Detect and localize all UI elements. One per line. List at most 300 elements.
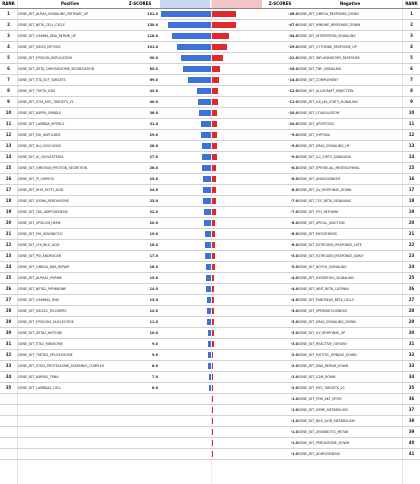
positive-value-cell: 25.0 <box>149 177 158 181</box>
rank-cell: 31 <box>5 341 12 346</box>
positive-name-cell: GENE_SET_PHI_XENOBIOTIC <box>18 232 63 236</box>
negative-name-cell: GENE_SET_ESTROGEN_RESPONSE_LATE <box>298 243 362 247</box>
positive-value-cell: 10.0 <box>149 331 158 335</box>
table-row <box>0 317 420 328</box>
negative-value-cell: -1.0 <box>290 452 298 456</box>
negative-name-cell: GENE_SET_MYC_TARGETS_V2 <box>298 386 345 390</box>
positive-bar <box>201 121 211 127</box>
positive-bar <box>203 187 211 193</box>
positive-name-cell: GENE_SET_PI_OXPHOS <box>18 177 54 181</box>
table-row <box>0 361 420 372</box>
positive-name-cell: GENE_SET_MU_UNFOLDED <box>18 133 61 137</box>
negative-bar <box>212 319 214 325</box>
positive-bar <box>207 297 211 303</box>
negative-name-cell: GENE_SET_UV_RESPONSE_DOWN <box>298 188 352 192</box>
rank-cell: 17 <box>5 187 12 192</box>
negative-bar <box>212 99 218 105</box>
negative-bar <box>212 385 213 391</box>
negative-value-cell: -1.0 <box>290 441 298 445</box>
positive-name-cell: GENE_SET_GAMMA_DNA_REPAIR_UP <box>18 34 76 38</box>
rank-right-cell: 39 <box>408 429 415 434</box>
rank-right-cell: 33 <box>408 363 415 368</box>
table-row <box>0 86 420 97</box>
positive-name-cell: GENE_SET_THETA2_SPLICEOSOME <box>18 353 73 357</box>
rank-cell <box>0 405 17 415</box>
positive-bar <box>209 374 211 380</box>
rank-right-cell: 28 <box>408 308 415 313</box>
rank-cell: 16 <box>5 176 12 181</box>
rank-right-cell: 20 <box>408 220 415 225</box>
negative-bar <box>212 231 215 237</box>
positive-bar <box>208 363 211 369</box>
positive-name-cell: GENE_SET_UPSILON_HEME <box>18 221 61 225</box>
rank-right-cell: 1 <box>410 11 413 16</box>
table-row <box>0 383 420 394</box>
positive-bar <box>203 198 211 204</box>
positive-name-cell: GENE_SET_SIGMA_PEROXISOME <box>18 199 69 203</box>
positive-name-cell: GENE_SET_LAMBDA_MTORC1 <box>18 122 65 126</box>
header-positive: Positive <box>60 1 80 6</box>
negative-bar <box>212 44 227 50</box>
negative-name-cell: GENE_SET_APICAL_JUNCTION <box>298 221 345 225</box>
rank-cell <box>0 416 17 426</box>
negative-name-cell: GENE_SET_WNT_BETA_CATENIN <box>298 287 349 291</box>
negative-value-cell: -6.0 <box>290 232 298 236</box>
rank-right-cell: 38 <box>408 418 415 423</box>
negative-name-cell: GENE_SET_TNF_SIGNALING <box>298 67 342 71</box>
positive-bar <box>204 220 211 226</box>
positive-name-cell: GENE_SET_THETA_G2M <box>18 89 56 93</box>
negative-value-cell: -12.0 <box>288 89 298 93</box>
rank-right-cell: 8 <box>410 88 413 93</box>
rank-right-cell: 18 <box>408 198 415 203</box>
positive-value-cell: 19.0 <box>149 232 158 236</box>
rank-cell <box>0 438 17 448</box>
negative-bar <box>212 154 217 160</box>
rank-right-cell: 13 <box>408 143 415 148</box>
rank-right-cell: 3 <box>410 33 413 38</box>
rank-cell: 20 <box>5 220 12 225</box>
negative-value-cell: -34.0 <box>288 34 298 38</box>
positive-value-cell: 11.0 <box>149 320 158 324</box>
negative-value-cell: -6.0 <box>290 243 298 247</box>
table-row <box>0 31 420 42</box>
table-row <box>0 229 420 240</box>
positive-value-cell: 17.0 <box>149 254 158 258</box>
negative-value-cell: -1.0 <box>290 408 298 412</box>
rank-cell: 19 <box>5 209 12 214</box>
positive-value-cell: 130.0 <box>147 23 158 27</box>
negative-name-cell: GENE_SET_TGF_BETA_SIGNALING <box>298 199 352 203</box>
negative-value-cell: -29.0 <box>288 45 298 49</box>
negative-bar <box>212 176 216 182</box>
table-row <box>0 163 420 174</box>
negative-bar <box>212 297 214 303</box>
rank-cell: 5 <box>7 55 10 60</box>
table-row <box>0 53 420 64</box>
rank-right-cell: 9 <box>410 99 413 104</box>
positive-bar <box>202 143 211 149</box>
negative-value-cell: -7.0 <box>290 199 298 203</box>
negative-name-cell: GENE_SET_ADIPOGENESIS <box>298 452 340 456</box>
table-row <box>0 207 420 218</box>
negative-bar <box>212 341 214 347</box>
rank-right-cell: 21 <box>408 231 415 236</box>
table-row <box>0 306 420 317</box>
header-rank-right: RANK <box>405 1 418 6</box>
table-row <box>0 64 420 75</box>
negative-name-cell: GENE_SET_SPERMATOGENESIS <box>298 309 348 313</box>
positive-name-cell: GENE_SET_IOTA_MYC_TARGETS_V1 <box>18 100 74 104</box>
rank-cell: 10 <box>5 110 12 115</box>
table-row <box>0 141 420 152</box>
positive-bar <box>202 154 211 160</box>
positive-bar <box>207 308 211 314</box>
rank-right-cell: 10 <box>408 110 415 115</box>
negative-name-cell: GENE_SET_IMMUNE_RESPONSE_DOWN <box>298 23 361 27</box>
positive-name-cell: GENE_SET_PSI_ANDROGEN <box>18 254 62 258</box>
rank-cell: 1 <box>7 11 10 16</box>
negative-name-cell: GENE_SET_INTERFERON_SIGNALING <box>298 34 356 38</box>
positive-value-cell: 24.0 <box>149 188 158 192</box>
table-row <box>0 416 420 427</box>
table-row <box>0 97 420 108</box>
positive-value-cell: 28.0 <box>149 144 158 148</box>
positive-name-cell <box>18 416 122 426</box>
negative-bar <box>212 165 216 171</box>
positive-bar <box>177 44 211 50</box>
negative-name-cell: GENE_SET_INFLAMMATORY_RESPONSE <box>298 56 360 60</box>
positive-value-cell: 15.0 <box>149 276 158 280</box>
positive-value-cell: 6.0 <box>151 386 158 390</box>
positive-value-cell: 16.0 <box>149 265 158 269</box>
negative-bar <box>212 253 215 259</box>
positive-name-cell: GENE_SET_OMICRON_PROTEIN_SECRETION <box>18 166 87 170</box>
negative-value-cell: -4.0 <box>290 287 298 291</box>
negative-value-cell: -1.0 <box>290 397 298 401</box>
rank-right-cell: 16 <box>408 176 415 181</box>
negative-bar <box>212 286 214 292</box>
rank-right-cell: 22 <box>408 242 415 247</box>
rank-right-cell: 35 <box>408 385 415 390</box>
negative-bar <box>212 363 213 369</box>
negative-name-cell: GENE_SET_BILE_ACID_METABOLISM <box>298 419 355 423</box>
positive-bar <box>201 132 211 138</box>
negative-name-cell: GENE_SET_MYOGENESIS <box>298 232 337 236</box>
rank-right-cell: 37 <box>408 407 415 412</box>
positive-bar <box>205 242 211 248</box>
positive-bar <box>198 99 211 105</box>
positive-value-cell: 22.0 <box>149 210 158 214</box>
positive-value-cell: 9.0 <box>151 342 158 346</box>
negative-bar <box>212 352 213 358</box>
negative-value-cell: -14.0 <box>288 78 298 82</box>
negative-name-cell: GENE_SET_IL2_STAT5_SIGNALING <box>298 155 352 159</box>
positive-bar <box>208 352 211 358</box>
header-positive-value: Z-SCORES <box>128 1 152 6</box>
table-row <box>0 339 420 350</box>
negative-name-cell: GENE_SET_HYPOXIA <box>298 133 330 137</box>
negative-bar <box>212 396 213 402</box>
positive-value-cell: 8.0 <box>151 364 158 368</box>
positive-name-cell: GENE_SET_ALPHA2_PURINE <box>18 276 62 280</box>
rank-cell: 9 <box>7 99 10 104</box>
table-row <box>0 328 420 339</box>
positive-name-cell: GENE_SET_KAPPA2_TRNA <box>18 375 59 379</box>
positive-name-cell: GENE_SET_RHO_FATTY_ACID <box>18 188 64 192</box>
negative-name-cell: GENE_SET_DNA_REPAIR_DOWN <box>298 364 349 368</box>
positive-value-cell: 27.0 <box>149 155 158 159</box>
rank-right-cell: 24 <box>408 264 415 269</box>
negative-value-cell: -2.0 <box>290 353 298 357</box>
header-negative-bar-area <box>212 0 262 8</box>
negative-name-cell: GENE_SET_XENOBIOTIC_METAB <box>298 430 349 434</box>
rank-right-cell: 23 <box>408 253 415 258</box>
positive-value-cell: 7.0 <box>151 375 158 379</box>
positive-bar <box>209 385 211 391</box>
negative-value-cell: -3.0 <box>290 309 298 313</box>
positive-name-cell: GENE_SET_KAPPA_SPINDLE <box>18 111 62 115</box>
negative-name-cell: GENE_SET_APOPTOSIS <box>298 122 335 126</box>
positive-value-cell <box>122 405 158 415</box>
positive-value-cell: 42.0 <box>149 89 158 93</box>
header-rank: RANK <box>2 1 15 6</box>
positive-value-cell <box>122 449 158 459</box>
positive-bar <box>203 176 211 182</box>
rank-right-cell: 14 <box>408 154 415 159</box>
negative-name-cell: GENE_SET_CYTOKINE_RESPONSE_UP <box>298 45 357 49</box>
rank-cell: 6 <box>7 66 10 71</box>
rank-cell <box>0 449 17 459</box>
positive-bar <box>206 275 211 281</box>
positive-bar <box>204 209 211 215</box>
positive-bar <box>206 286 211 292</box>
rank-right-cell: 29 <box>408 319 415 324</box>
positive-name-cell: GENE_SET_EPSILON_REPLICATION <box>18 56 72 60</box>
rank-right-cell: 17 <box>408 187 415 192</box>
rank-cell: 28 <box>5 308 12 313</box>
rank-cell: 24 <box>5 264 12 269</box>
rank-right-cell: 12 <box>408 132 415 137</box>
table-row <box>0 174 420 185</box>
rank-cell: 4 <box>7 44 10 49</box>
positive-bar <box>168 22 211 28</box>
table-row <box>0 20 420 31</box>
negative-bar <box>212 33 229 39</box>
header-negative: Negative <box>339 1 361 6</box>
negative-value-cell: -9.0 <box>290 155 298 159</box>
negative-value-cell: -3.0 <box>290 342 298 346</box>
positive-name-cell: GENE_SET_CHI_BILE_ACID <box>18 243 60 247</box>
rank-cell: 33 <box>5 363 12 368</box>
positive-value-cell: 29.0 <box>149 133 158 137</box>
positive-name-cell: GENE_SET_DELTA_MITOSIS <box>18 45 61 49</box>
positive-name-cell <box>18 449 122 459</box>
negative-name-cell: GENE_SET_EPITHELIAL_MESENCHYMAL <box>298 166 361 170</box>
table-row <box>0 273 420 284</box>
table-row <box>0 42 420 53</box>
negative-bar <box>212 418 213 424</box>
negative-bar <box>212 121 217 127</box>
positive-name-cell: GENE_SET_GAMMA2_RNA <box>18 298 59 302</box>
table-row <box>0 185 420 196</box>
negative-value-cell: -3.0 <box>290 331 298 335</box>
negative-bar <box>212 308 214 314</box>
table-row <box>0 350 420 361</box>
positive-bar <box>172 33 211 39</box>
negative-name-cell: GENE_SET_KRAS_SIGNALING_DOWN <box>298 320 356 324</box>
positive-bar <box>202 165 211 171</box>
positive-bar <box>205 231 211 237</box>
table-row <box>0 75 420 86</box>
positive-value-cell: 14.0 <box>149 287 158 291</box>
positive-value-cell: 40.0 <box>149 100 158 104</box>
rank-cell: 12 <box>5 132 12 137</box>
negative-value-cell: -2.0 <box>290 364 298 368</box>
positive-value-cell <box>122 427 158 437</box>
positive-name-cell: GENE_SET_EPSILON2_NUCLEOTIDE <box>18 320 74 324</box>
positive-name-cell <box>18 394 122 404</box>
rank-cell: 8 <box>7 88 10 93</box>
positive-value-cell: 118.0 <box>147 34 158 38</box>
rank-right-cell: 26 <box>408 286 415 291</box>
table-row <box>0 9 420 20</box>
positive-name-cell: GENE_SET_ALPHA_SIGNALING_PATHWAY_UP <box>18 12 88 16</box>
table-row <box>0 427 420 438</box>
rank-right-cell: 25 <box>408 275 415 280</box>
negative-value-cell: -8.0 <box>290 177 298 181</box>
rank-cell: 3 <box>7 33 10 38</box>
negative-value-cell: -2.0 <box>290 375 298 379</box>
rank-cell <box>0 427 17 437</box>
negative-name-cell: GENE_SET_ANGIOGENESIS <box>298 177 341 181</box>
positive-name-cell: GENE_SET_BETA2_PYRIMIDINE <box>18 287 67 291</box>
negative-name-cell: GENE_SET_UV_RESPONSE_UP <box>298 331 346 335</box>
negative-value-cell: -5.0 <box>290 254 298 258</box>
positive-name-cell: GENE_SET_IOTA2_PROTEASOME_ASSEMBLY_COMPLEX <box>18 364 105 368</box>
negative-value-cell: -10.0 <box>288 122 298 126</box>
negative-bar <box>212 275 214 281</box>
rank-cell: 27 <box>5 297 12 302</box>
positive-bar <box>183 66 211 72</box>
positive-bar <box>181 55 211 61</box>
rank-right-cell: 7 <box>410 77 413 82</box>
negative-value-cell: -7.0 <box>290 210 298 214</box>
negative-value-cell: -8.0 <box>290 166 298 170</box>
rank-cell: 11 <box>5 121 12 126</box>
negative-bar <box>212 330 214 336</box>
rank-cell: 18 <box>5 198 12 203</box>
negative-bar <box>212 187 216 193</box>
rank-right-cell: 15 <box>408 165 415 170</box>
positive-name-cell: GENE_SET_ZETA_CHROMOSOME_SEGREGATION <box>18 67 95 71</box>
positive-value-cell: 13.0 <box>149 298 158 302</box>
positive-value-cell: 26.0 <box>149 166 158 170</box>
negative-bar <box>212 374 213 380</box>
table-row <box>0 284 420 295</box>
positive-name-cell <box>18 405 122 415</box>
positive-name-cell: GENE_SET_NU_GLYCOLYSIS <box>18 144 61 148</box>
positive-name-cell: GENE_SET_OMEGA_DNA_REPAIR <box>18 265 70 269</box>
table-row <box>0 152 420 163</box>
negative-bar <box>212 132 217 138</box>
negative-value-cell: -6.0 <box>290 221 298 225</box>
negative-name-cell: GENE_SET_PANCREAS_BETA_CELLS <box>298 298 355 302</box>
positive-bar <box>161 11 211 17</box>
rank-cell: 15 <box>5 165 12 170</box>
negative-value-cell: -9.0 <box>290 144 298 148</box>
rank-right-cell: 2 <box>410 22 413 27</box>
negative-name-cell: GENE_SET_HEDGEHOG_SIGNALING <box>298 276 354 280</box>
table-row <box>0 372 420 383</box>
table-row <box>0 108 420 119</box>
positive-value-cell: 85.0 <box>149 67 158 71</box>
negative-name-cell: GENE_SET_NOTCH_SIGNALING <box>298 265 347 269</box>
negative-name-cell: GENE_SET_PI3K_AKT_MTOR <box>298 397 342 401</box>
positive-name-cell: GENE_SET_ETA_E2F_TARGETS <box>18 78 66 82</box>
negative-bar <box>212 440 213 446</box>
rank-right-cell: 36 <box>408 396 415 401</box>
negative-bar <box>212 242 215 248</box>
negative-name-cell: GENE_SET_COAGULATION <box>298 111 340 115</box>
negative-bar <box>212 11 236 17</box>
rank-right-cell: 4 <box>410 44 413 49</box>
rank-right-cell: 27 <box>408 297 415 302</box>
header-negative-value: Z-SCORES <box>268 1 292 6</box>
rank-cell: 7 <box>7 77 10 82</box>
positive-value-cell: 151.0 <box>147 12 158 16</box>
rank-cell: 30 <box>5 330 12 335</box>
negative-bar <box>212 209 216 215</box>
positive-name-cell: GENE_SET_BETA_CELL_CYCLE <box>18 23 66 27</box>
table-row <box>0 130 420 141</box>
rank-right-cell: 6 <box>410 66 413 71</box>
negative-value-cell: -11.0 <box>288 100 298 104</box>
rank-cell: 14 <box>5 154 12 159</box>
positive-value-cell <box>122 416 158 426</box>
positive-bar <box>208 341 211 347</box>
negative-bar <box>212 407 213 413</box>
positive-bar <box>208 330 211 336</box>
positive-bar <box>199 110 211 116</box>
positive-value-cell: 101.0 <box>147 45 158 49</box>
positive-value-cell: 23.0 <box>149 199 158 203</box>
negative-bar <box>212 22 236 28</box>
positive-value-cell <box>122 394 158 404</box>
negative-bar <box>212 66 220 72</box>
table-row <box>0 119 420 130</box>
negative-bar <box>212 55 223 61</box>
rank-cell: 32 <box>5 352 12 357</box>
negative-name-cell: GENE_SET_MITOTIC_SPINDLE_DOWN <box>298 353 357 357</box>
negative-value-cell: -16.0 <box>288 67 298 71</box>
positive-value-cell: 18.0 <box>149 243 158 247</box>
negative-bar <box>212 451 213 457</box>
positive-name-cell <box>18 427 122 437</box>
negative-bar <box>212 429 213 435</box>
table-row <box>0 262 420 273</box>
positive-value-cell: 69.0 <box>149 78 158 82</box>
negative-value-cell: -4.0 <box>290 298 298 302</box>
negative-name-cell: GENE_SET_HEME_METABOLISM <box>298 408 348 412</box>
rank-right-cell: 40 <box>408 440 415 445</box>
positive-bar <box>207 319 211 325</box>
table-row <box>0 240 420 251</box>
rank-cell: 2 <box>7 22 10 27</box>
rank-cell: 29 <box>5 319 12 324</box>
negative-name-cell: GENE_SET_REACTIVE_OXYGEN <box>298 342 347 346</box>
positive-name-cell: GENE_SET_DELTA2_TELOMERE <box>18 309 67 313</box>
